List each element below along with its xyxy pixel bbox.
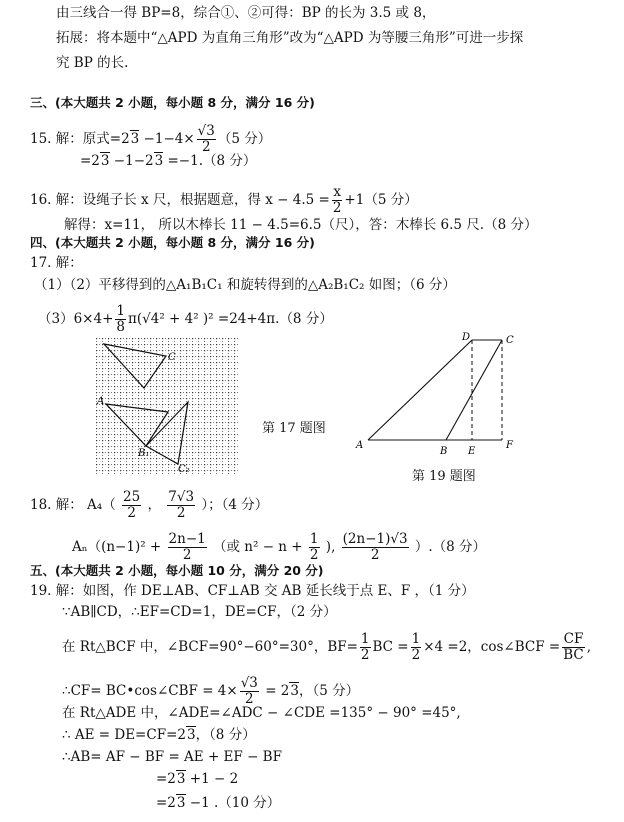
sqrt-text: 3 (100, 153, 110, 169)
label-f: F (506, 440, 513, 451)
numerator: 1 (360, 631, 370, 647)
text: π(√4² + 4² )² =24+4π.（8 分） (127, 311, 333, 327)
numerator: √3 (197, 123, 215, 139)
denominator: 8 (116, 319, 125, 335)
label-c: C (168, 352, 176, 363)
sqrt-text: 3 (176, 795, 186, 811)
denominator: 2 (411, 647, 421, 663)
fraction (332, 185, 343, 216)
q19-line1: 19. 解：如图，作 DE⊥AB、CF⊥AB 交 AB 延长线于点 E、F ，（1 分） (30, 583, 475, 599)
q19-line2: ∵AB∥CD，∴EF=CD=1，DE=CF，（2 分） (62, 604, 337, 620)
score: −1 .（10 分） (185, 795, 281, 811)
q15-line1 (30, 124, 271, 155)
numerator: 1 (116, 303, 125, 319)
score: （5 分） (217, 131, 272, 147)
text: 18. 解： A₄（ (30, 497, 116, 513)
text: ×4 =2，cos∠BCF = (423, 639, 561, 655)
text: +1 − 2 (185, 771, 239, 787)
denominator: BC (563, 647, 584, 663)
q18-line2 (72, 532, 486, 563)
sqrt-text: 3 (290, 683, 299, 699)
denominator: 2 (122, 505, 141, 521)
sqrt-text: 3 (186, 727, 196, 743)
q19-line7: ∴AB= AF − BF = AE + EF − BF (62, 749, 282, 765)
sqrt-text: 3 (154, 153, 164, 169)
text: =2 (80, 153, 100, 169)
text: 15. 解：原式=2 (30, 131, 130, 147)
fraction (309, 532, 320, 563)
q17-part12: （1）（2）平移得到的△A₁B₁C₁ 和旋转得到的△A₂B₁C₂ 如图；（6 分） (34, 277, 456, 293)
denominator: 2 (168, 547, 207, 563)
numerator: √3 (240, 675, 258, 691)
sqrt-text: 3 (130, 131, 140, 147)
text: −1−2 (109, 153, 154, 169)
fraction (360, 632, 371, 663)
side-ad (368, 340, 472, 440)
label-b1: B₁ (138, 448, 150, 459)
fraction (240, 676, 259, 707)
q16-line1 (30, 185, 418, 216)
label-c: C (506, 335, 514, 346)
comma: , (586, 639, 592, 655)
caption-19: 第 19 题图 (412, 469, 476, 484)
fraction (122, 490, 141, 521)
figure-17 (96, 338, 240, 474)
q17-part3 (38, 304, 333, 335)
q19-line9 (156, 794, 280, 812)
q19-line4 (62, 676, 359, 707)
numerator: 25 (123, 489, 141, 505)
label-e: E (468, 446, 476, 457)
text: −1−4× (139, 131, 195, 147)
text: Aₙ（(n−1)² + (72, 539, 162, 555)
text-line: 究 BP 的长. (56, 55, 129, 71)
denominator: 2 (342, 547, 409, 563)
score: ）；（4 分） (201, 497, 269, 513)
q18-line1 (30, 490, 268, 521)
section-heading-4: 四、(本大题共 2 小题，每小题 8 分，满分 16 分) (30, 235, 315, 250)
text: =2 (156, 771, 176, 787)
side-cb (446, 340, 502, 440)
denominator: 2 (167, 505, 195, 521)
q16-line2: 解得：x=11， 所以木棒长 11 − 4.5=6.5（尺），答：木棒长 6.5 尺.（8 分） (64, 217, 538, 233)
text: ， (147, 497, 161, 513)
text: ), (325, 539, 336, 555)
text-line: 由三线合一得 BP=8，综合①、②可得：BP 的长为 3.5 或 8， (56, 5, 436, 21)
text: =2 (156, 795, 176, 811)
denominator: 2 (309, 547, 319, 563)
denominator: 2 (197, 139, 216, 155)
q15-line2 (80, 152, 256, 170)
score: ，（8 分） (195, 727, 256, 743)
q19-line3 (62, 632, 591, 663)
score: ）.（8 分） (414, 539, 487, 555)
numerator: x (333, 184, 341, 200)
caption-17: 第 17 题图 (262, 421, 326, 436)
text: = 2 (260, 683, 290, 699)
score: ，（5 分） (298, 683, 360, 699)
text: BC = (372, 639, 409, 655)
text: 16. 解：设绳子长 x 尺，根据题意，得 x − 4.5 = (30, 192, 330, 208)
q17-label: 17. 解： (30, 255, 83, 271)
q19-line5: 在 Rt△ADE 中，∠ADE=∠ADC − ∠CDE =135° − 90° =45°, (62, 705, 461, 721)
denominator: 2 (332, 200, 342, 216)
numerator: 1 (411, 631, 421, 647)
q19-line6 (62, 726, 256, 744)
fraction (197, 124, 216, 155)
text: （3）6×4+ (38, 311, 114, 327)
text-line: 拓展：将本题中“△APD 为直角三角形”改为“△APD 为等腰三角形”可进一步探 (56, 30, 524, 46)
denominator: 2 (360, 647, 370, 663)
fraction (168, 532, 207, 563)
label-a: A (97, 396, 105, 407)
section-heading-5: 五、(本大题共 2 小题，每小题 10 分，满分 20 分) (30, 563, 324, 578)
section-heading-3: 三、(本大题共 2 小题，每小题 8 分，满分 16 分) (30, 95, 315, 110)
fraction (115, 304, 126, 335)
numerator: CF (563, 631, 584, 647)
numerator: 2n−1 (168, 531, 206, 547)
text: ∴CF= BC•cos∠CBF = 4× (62, 683, 238, 699)
fraction (562, 632, 585, 663)
q19-line8 (156, 770, 238, 788)
numerator: 7√3 (168, 489, 195, 505)
text: （或 n² − n + (213, 539, 303, 555)
fraction (167, 490, 195, 521)
numerator: 1 (309, 531, 319, 547)
text: ∴ AE = DE=CF=2 (62, 727, 186, 743)
denominator: 2 (240, 691, 259, 707)
label-c2: C₂ (178, 464, 190, 474)
fraction (342, 532, 409, 563)
score: +1（5 分） (344, 192, 418, 208)
label-a: A (356, 440, 364, 451)
numerator: (2n−1)√3 (342, 531, 408, 547)
sqrt-text: 3 (176, 771, 186, 787)
figure-19 (350, 330, 530, 460)
label-d: D (462, 332, 471, 343)
text: 在 Rt△BCF 中，∠BCF=90°−60°=30°，BF= (62, 639, 358, 655)
label-b: B (440, 446, 448, 457)
fraction (411, 632, 422, 663)
score: =−1.（8 分） (163, 153, 257, 169)
